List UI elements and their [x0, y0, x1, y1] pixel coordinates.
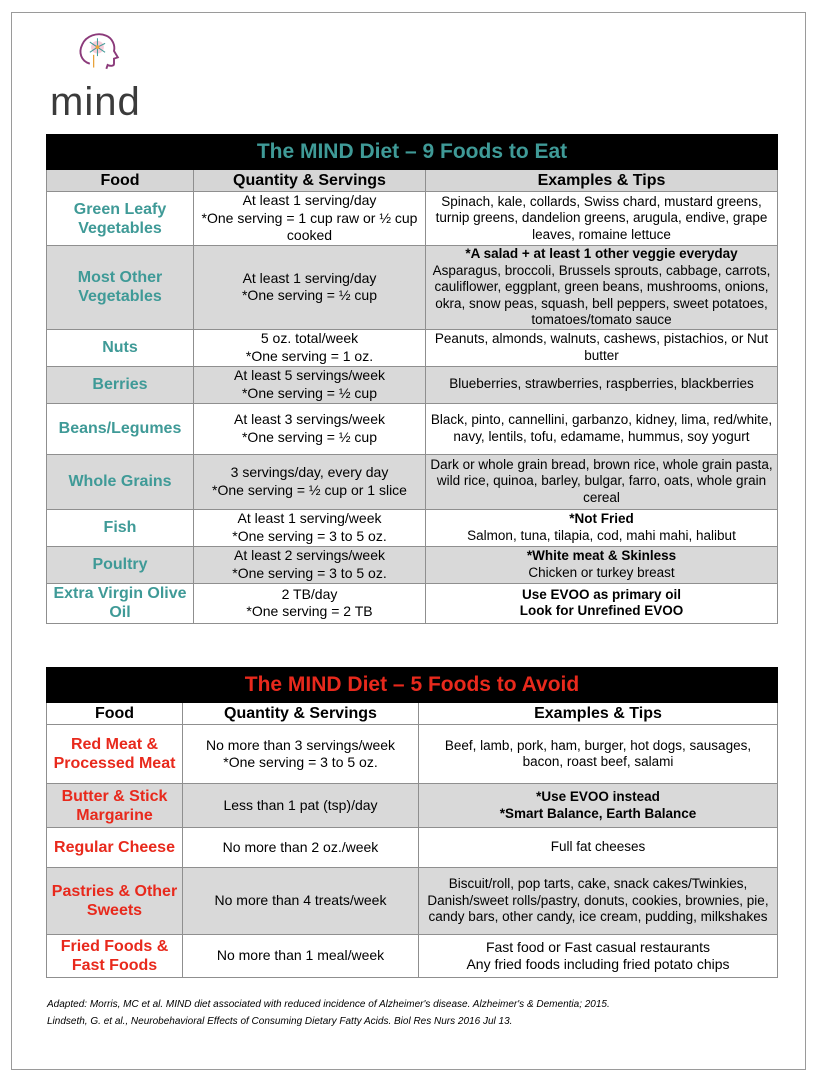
quantity-cell: No more than 4 treats/week — [183, 868, 419, 935]
eat-table-title: The MIND Diet – 9 Foods to Eat — [47, 135, 778, 170]
tips-cell: Blueberries, strawberries, raspberries, blackberries — [426, 366, 778, 403]
table-row — [47, 546, 778, 583]
avoid-header-food: Food — [47, 703, 183, 725]
quantity-cell: At least 1 serving/day *One serving = 1 cup raw or ½ cup cooked — [194, 192, 426, 246]
table-row — [47, 725, 778, 784]
quantity-cell: 5 oz. total/week *One serving = 1 oz. — [194, 329, 426, 366]
tips-cell: *Not Fried Salmon, tuna, tilapia, cod, mahi mahi, halibut — [426, 509, 778, 546]
eat-header-quantity: Quantity & Servings — [194, 170, 426, 192]
tips-cell: Spinach, kale, collards, Swiss chard, mustard greens, turnip greens, dandelion greens, arugula, endive, grape leaves, romaine lettuce — [426, 192, 778, 246]
food-name: Most Other Vegetables — [47, 246, 194, 330]
quantity-cell: 2 TB/day *One serving = 2 TB — [194, 583, 426, 623]
table-row — [47, 454, 778, 509]
food-name: Nuts — [47, 329, 194, 366]
quantity-cell: No more than 2 oz./week — [183, 828, 419, 868]
table-row — [47, 509, 778, 546]
tips-cell: *White meat & Skinless Chicken or turkey breast — [426, 546, 778, 583]
table-row — [47, 828, 778, 868]
quantity-cell: Less than 1 pat (tsp)/day — [183, 784, 419, 828]
table-row — [47, 403, 778, 454]
food-name: Whole Grains — [47, 454, 194, 509]
quantity-cell: At least 2 servings/week *One serving = 3 to 5 oz. — [194, 546, 426, 583]
tips-cell: Peanuts, almonds, walnuts, cashews, pistachios, or Nut butter — [426, 329, 778, 366]
quantity-cell: No more than 3 servings/week *One serving = 3 to 5 oz. — [183, 725, 419, 784]
table-row — [47, 329, 778, 366]
table-row — [47, 366, 778, 403]
quantity-cell: At least 1 serving/week *One serving = 3 to 5 oz. — [194, 509, 426, 546]
tips-cell: Black, pinto, cannellini, garbanzo, kidney, lima, red/white, navy, lentils, tofu, edamame, hummus, soy yogurt — [426, 403, 778, 454]
food-name: Beans/Legumes — [47, 403, 194, 454]
food-name: Regular Cheese — [47, 828, 183, 868]
food-name: Green Leafy Vegetables — [47, 192, 194, 246]
eat-header-food: Food — [47, 170, 194, 192]
table-row — [47, 784, 778, 828]
food-name: Butter & Stick Margarine — [47, 784, 183, 828]
quantity-cell: No more than 1 meal/week — [183, 935, 419, 978]
quantity-cell: At least 5 servings/week *One serving = ½ cup — [194, 366, 426, 403]
tips-cell: Beef, lamb, pork, ham, burger, hot dogs, sausages, bacon, roast beef, salami — [419, 725, 778, 784]
food-name: Red Meat & Processed Meat — [47, 725, 183, 784]
foods-to-avoid-table — [46, 667, 778, 978]
food-name: Fish — [47, 509, 194, 546]
foods-to-eat-table — [46, 134, 778, 624]
logo-text: mind — [50, 80, 141, 124]
quantity-cell: At least 3 servings/week *One serving = ½ cup — [194, 403, 426, 454]
tips-cell: *A salad + at least 1 other veggie everyday Asparagus, broccoli, Brussels sprouts, cabbage, carrots, cauliflower, eggplant, green beans, mushrooms, onions, okra, snow peas, squash, bell peppers, sweet potatoes, tomatoes/tomato sauce — [426, 246, 778, 330]
table-row — [47, 246, 778, 330]
quantity-cell: At least 1 serving/day *One serving = ½ cup — [194, 246, 426, 330]
table-row — [47, 192, 778, 246]
avoid-header-tips: Examples & Tips — [419, 703, 778, 725]
avoid-header-quantity: Quantity & Servings — [183, 703, 419, 725]
tips-cell: Use EVOO as primary oil Look for Unrefined EVOO — [426, 583, 778, 623]
mind-brain-logo-icon — [72, 28, 142, 88]
tips-cell: Full fat cheeses — [419, 828, 778, 868]
table-row — [47, 868, 778, 935]
avoid-table-title: The MIND Diet – 5 Foods to Avoid — [47, 668, 778, 703]
tips-cell: Fast food or Fast casual restaurants Any fried foods including fried potato chips — [419, 935, 778, 978]
food-name: Fried Foods & Fast Foods — [47, 935, 183, 978]
food-name: Pastries & Other Sweets — [47, 868, 183, 935]
citation: Adapted: Morris, MC et al. MIND diet associated with reduced incidence of Alzheimer's disease. Alzheimer's & Dementia; 2015. Lindseth, G. et al., Neurobehavioral Effects of Consuming Dietary Fatty Acids. Biol Res Nurs 2016 Jul 13. — [47, 999, 610, 1027]
food-name: Poultry — [47, 546, 194, 583]
eat-header-tips: Examples & Tips — [426, 170, 778, 192]
food-name: Berries — [47, 366, 194, 403]
table-row — [47, 583, 778, 623]
food-name: Extra Virgin Olive Oil — [47, 583, 194, 623]
tips-cell: Biscuit/roll, pop tarts, cake, snack cakes/Twinkies, Danish/sweet rolls/pastry, donuts, cookies, brownies, pie, candy bars, other candy, ice cream, pudding, milkshakes — [419, 868, 778, 935]
tips-cell: *Use EVOO instead *Smart Balance, Earth Balance — [419, 784, 778, 828]
quantity-cell: 3 servings/day, every day *One serving = ½ cup or 1 slice — [194, 454, 426, 509]
tips-cell: Dark or whole grain bread, brown rice, whole grain pasta, wild rice, quinoa, barley, bulgar, farro, oats, whole grain cereal — [426, 454, 778, 509]
table-row — [47, 935, 778, 978]
